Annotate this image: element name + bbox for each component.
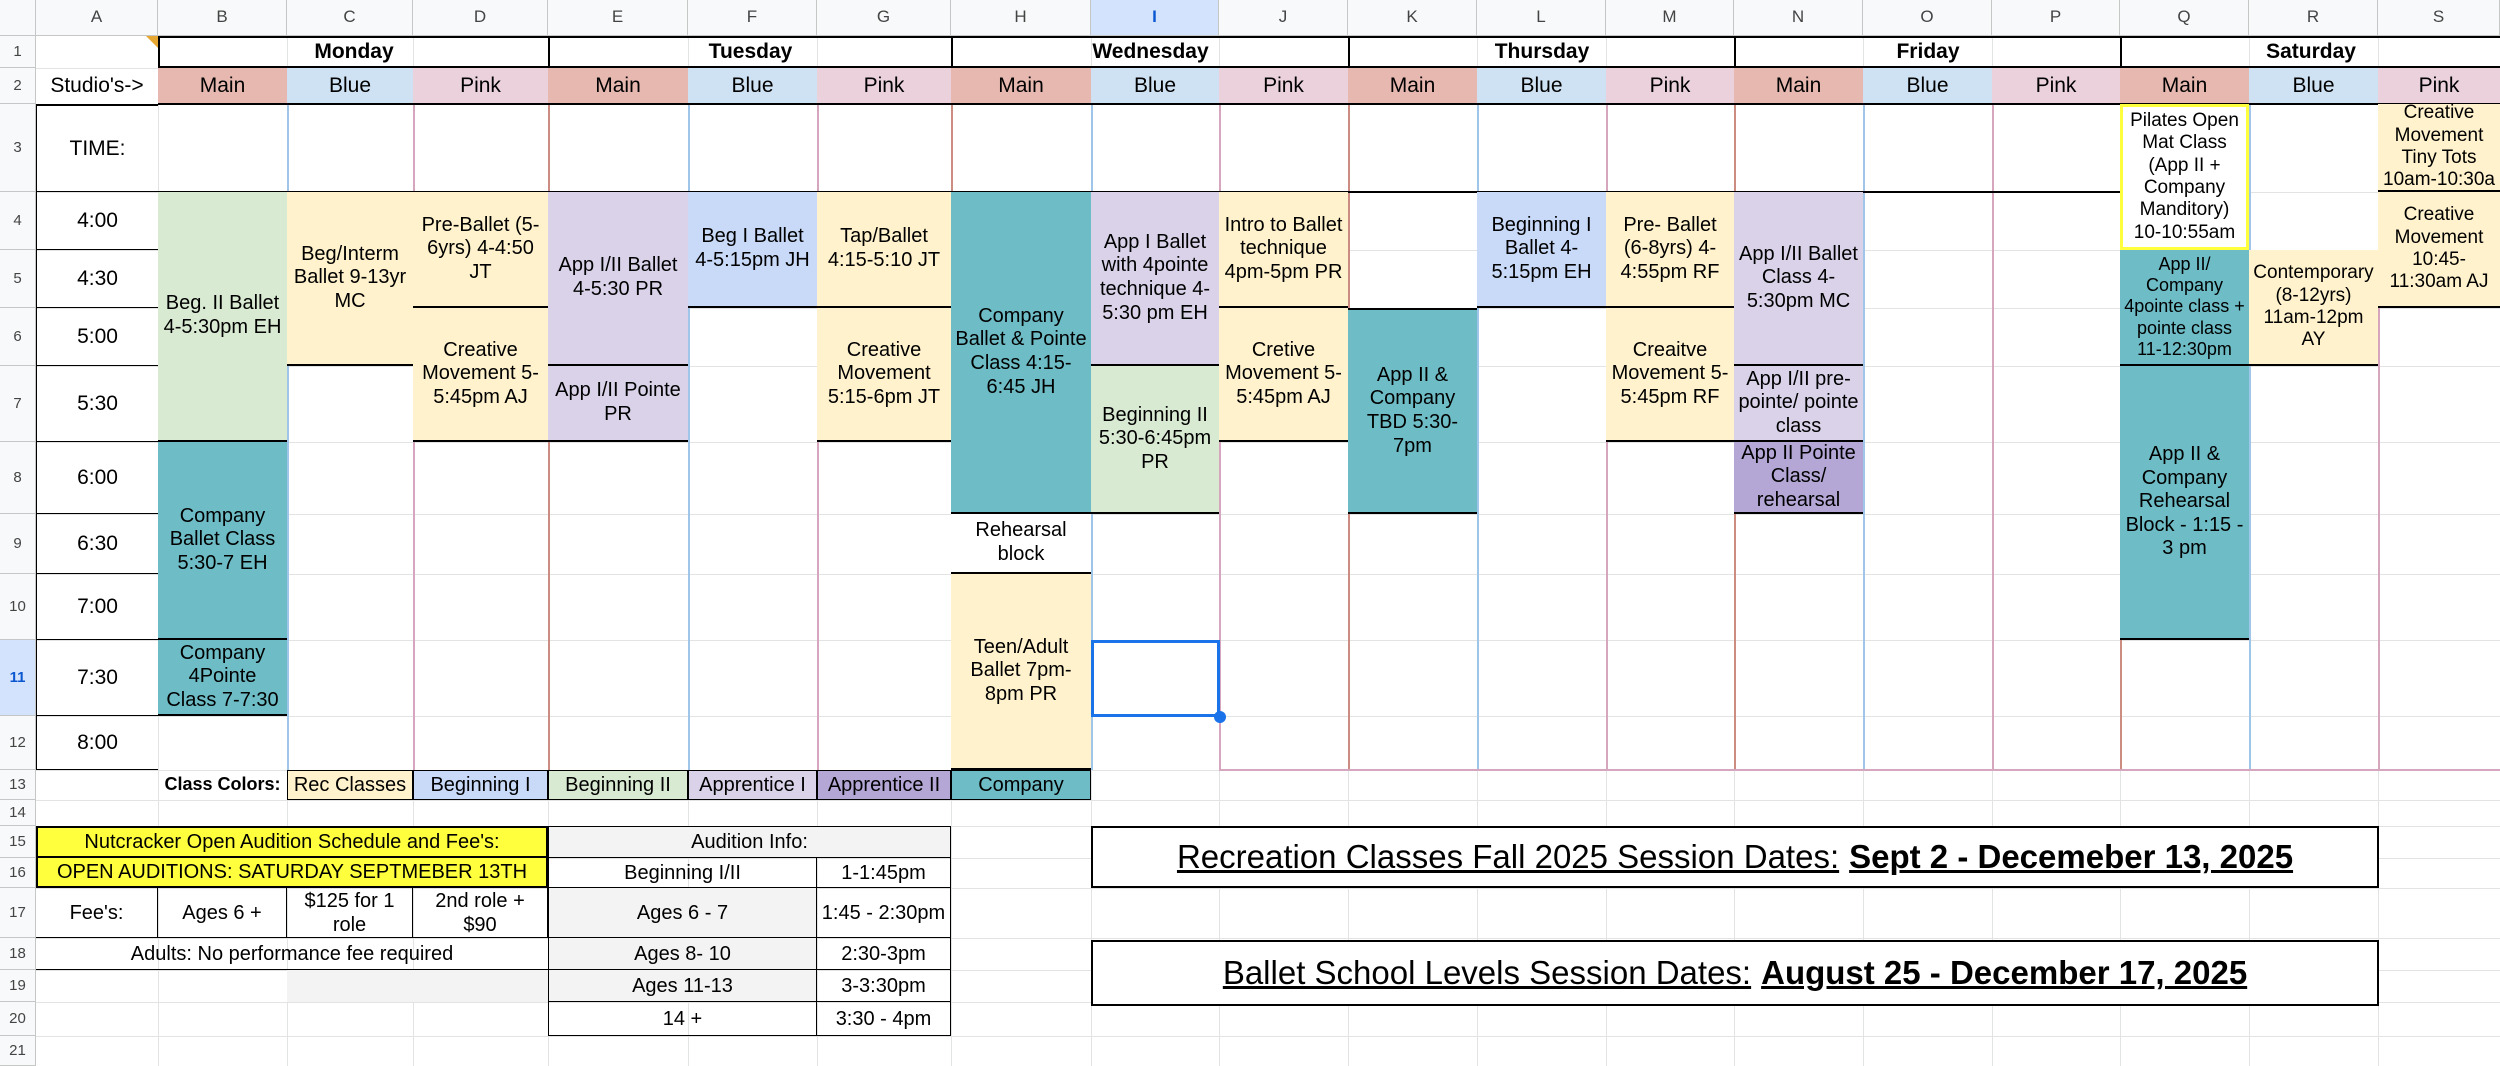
ballet-session-dates-banner[interactable] (1091, 940, 2379, 1006)
class-block[interactable]: Company 4Pointe Class 7-7:30 (158, 640, 287, 716)
legend-beginning-ii[interactable]: Beginning II (548, 770, 688, 800)
row-header-14[interactable]: 14 (0, 800, 36, 826)
row-header-1[interactable]: 1 (0, 36, 36, 68)
column-header-i[interactable]: I (1091, 0, 1219, 36)
column-header-m[interactable]: M (1606, 0, 1734, 36)
row-header-13[interactable]: 13 (0, 770, 36, 800)
pink-studio-guide (1992, 104, 1994, 770)
class-block[interactable]: App I/II Pointe PR (548, 366, 688, 442)
time-cell[interactable]: 7:30 (36, 640, 158, 716)
row-header-18[interactable]: 18 (0, 938, 36, 970)
time-cell[interactable]: 7:00 (36, 574, 158, 640)
row-header-17[interactable]: 17 (0, 888, 36, 938)
class-block[interactable]: Creative Movement 10:45-11:30am AJ (2378, 192, 2500, 308)
time-cell[interactable]: 4:00 (36, 192, 158, 250)
column-header-d[interactable]: D (413, 0, 548, 36)
audition-time[interactable]: 2:30-3pm (817, 938, 951, 970)
column-header-q[interactable]: Q (2120, 0, 2249, 36)
day-header-saturday[interactable]: Saturday (2120, 36, 2500, 68)
grid-line (36, 800, 2500, 801)
class-block[interactable]: Beg. II Ballet 4-5:30pm EH (158, 192, 287, 442)
audition-info-title[interactable]: Audition Info: (548, 826, 951, 858)
day-header-wednesday[interactable]: Wednesday (951, 36, 1348, 68)
column-header-l[interactable]: L (1477, 0, 1606, 36)
row-header-6[interactable]: 6 (0, 308, 36, 366)
row-header-2[interactable]: 2 (0, 68, 36, 104)
day-header-thursday[interactable]: Thursday (1348, 36, 1734, 68)
class-block[interactable]: App II & Company TBD 5:30-7pm (1348, 308, 1477, 514)
column-header-e[interactable]: E (548, 0, 688, 36)
row-header-19[interactable]: 19 (0, 970, 36, 1002)
class-block[interactable]: Creative Movement 5:15-6pm JT (817, 308, 951, 442)
class-block[interactable]: Creaitve Movement 5-5:45pm RF (1606, 308, 1734, 442)
time-cell[interactable]: 5:30 (36, 366, 158, 442)
studio-pink-mon[interactable]: Pink (413, 68, 548, 104)
audition-group[interactable]: 14 + (548, 1002, 817, 1036)
column-header-a[interactable]: A (36, 0, 158, 36)
rec-session-dates-banner[interactable] (1091, 826, 2379, 888)
blue-studio-guide (2249, 104, 2251, 770)
column-header-f[interactable]: F (688, 0, 817, 36)
audition-time[interactable]: 3:30 - 4pm (817, 1002, 951, 1036)
time-cell[interactable]: 5:00 (36, 308, 158, 366)
comment-indicator[interactable] (146, 36, 158, 48)
column-header-o[interactable]: O (1863, 0, 1992, 36)
fee-second-role[interactable]: 2nd role + $90 (413, 888, 548, 938)
studio-blue-tue[interactable]: Blue (688, 68, 817, 104)
class-block[interactable]: Tap/Ballet 4:15-5:10 JT (817, 192, 951, 308)
studio-main-mon[interactable]: Main (158, 68, 287, 104)
column-header-c[interactable]: C (287, 0, 413, 36)
gray-empty-cell[interactable] (287, 970, 548, 1002)
studio-blue-mon[interactable]: Blue (287, 68, 413, 104)
class-block[interactable]: Contemporary (8-12yrs) 11am-12pm AY (2249, 250, 2378, 366)
studio-pink-sat[interactable]: Pink (2378, 68, 2500, 104)
time-cell[interactable]: 4:30 (36, 250, 158, 308)
audition-time[interactable]: 1:45 - 2:30pm (817, 888, 951, 938)
fees-ages[interactable]: Ages 6 + (158, 888, 287, 938)
class-block[interactable]: App I Ballet with 4pointe technique 4-5:30 pm EH (1091, 192, 1219, 366)
adults-fee-note[interactable]: Adults: No performance fee required (36, 938, 548, 970)
day-header-tuesday[interactable]: Tuesday (548, 36, 951, 68)
column-header-g[interactable]: G (817, 0, 951, 36)
class-block[interactable]: Intro to Ballet technique 4pm-5pm PR (1219, 192, 1348, 308)
class-block[interactable]: Company Ballet Class 5:30-7 EH (158, 442, 287, 640)
studio-blue-sat[interactable]: Blue (2249, 68, 2378, 104)
audition-time[interactable]: 1-1:45pm (817, 858, 951, 888)
schedule-bottom-border (1219, 769, 2500, 771)
class-block[interactable]: App II Pointe Class/ rehearsal (1734, 442, 1863, 514)
class-block[interactable]: Beginning I Ballet 4-5:15pm EH (1477, 192, 1606, 308)
row-header-7[interactable]: 7 (0, 366, 36, 442)
class-block[interactable]: Creative Movement Tiny Tots 10am-10:30a (2378, 104, 2500, 192)
class-block[interactable]: App I/II Ballet 4-5:30 PR (548, 192, 688, 366)
row-header-4[interactable]: 4 (0, 192, 36, 250)
studio-label[interactable]: Studio's-> (50, 74, 144, 98)
class-block[interactable]: Creative Movement 5-5:45pm AJ (413, 308, 548, 442)
audition-group[interactable]: Beginning I/II (548, 858, 817, 888)
class-block[interactable]: Pilates Open Mat Class (App II + Company Manditory) 10-10:55am (2120, 104, 2249, 250)
studio-main-tue[interactable]: Main (548, 68, 688, 104)
class-block[interactable]: Pre- Ballet (6-8yrs) 4-4:55pm RF (1606, 192, 1734, 308)
audition-group[interactable]: Ages 8- 10 (548, 938, 817, 970)
audition-group[interactable]: Ages 6 - 7 (548, 888, 817, 938)
row-header-20[interactable]: 20 (0, 1002, 36, 1036)
studio-blue-fri[interactable]: Blue (1863, 68, 1992, 104)
audition-group[interactable]: Ages 11-13 (548, 970, 817, 1002)
day-header-friday[interactable]: Friday (1734, 36, 2120, 68)
class-block[interactable]: App II/ Company 4pointe class + pointe class 11-12:30pm (2120, 250, 2249, 366)
row-header-9[interactable]: 9 (0, 514, 36, 574)
fees-label[interactable]: Fee's: (36, 888, 158, 938)
rec-session-dates: Sept 2 - Decemeber 13, 2025 (1849, 838, 2294, 875)
legend-company[interactable]: Company (951, 770, 1091, 800)
select-all-corner[interactable] (0, 0, 36, 36)
column-header-b[interactable]: B (158, 0, 287, 36)
row-header-10[interactable]: 10 (0, 574, 36, 640)
column-header-j[interactable]: J (1219, 0, 1348, 36)
class-block[interactable]: Pre-Ballet (5-6yrs) 4-4:50 JT (413, 192, 548, 308)
studio-pink-wed[interactable]: Pink (1219, 68, 1348, 104)
ballet-session-label: Ballet School Levels Session Dates: (1222, 954, 1752, 991)
grid-line (36, 1036, 2500, 1037)
selected-cell[interactable] (1091, 640, 1220, 717)
studio-main-fri[interactable]: Main (1734, 68, 1863, 104)
time-cell[interactable]: 6:30 (36, 514, 158, 574)
studio-pink-tue[interactable]: Pink (817, 68, 951, 104)
column-header-r[interactable]: R (2249, 0, 2378, 36)
class-block[interactable]: Beginning II 5:30-6:45pm PR (1091, 366, 1219, 514)
studio-main-wed[interactable]: Main (951, 68, 1091, 104)
rec-session-label: Recreation Classes Fall 2025 Session Dates: (1176, 838, 1840, 875)
grid-line (36, 716, 2500, 717)
class-block[interactable]: Beg I Ballet 4-5:15pm JH (688, 192, 817, 308)
time-cell[interactable]: 8:00 (36, 716, 158, 770)
row-header-3[interactable]: 3 (0, 104, 36, 192)
ballet-session-dates: August 25 - December 17, 2025 (1761, 954, 2248, 991)
legend-apprentice-ii[interactable]: Apprentice II (817, 770, 951, 800)
nutcracker-title[interactable]: Nutcracker Open Audition Schedule and Fee's: (36, 826, 548, 858)
class-block[interactable]: App II & Company Rehearsal Block - 1:15 - 3 pm (2120, 366, 2249, 640)
row-header-21[interactable]: 21 (0, 1036, 36, 1066)
legend-beginning-i[interactable]: Beginning I (413, 770, 548, 800)
studio-main-thu[interactable]: Main (1348, 68, 1477, 104)
row-header-15[interactable]: 15 (0, 826, 36, 858)
column-header-n[interactable]: N (1734, 0, 1863, 36)
class-block[interactable]: Beg/Interm Ballet 9-13yr MC (287, 192, 413, 366)
legend-rec-classes[interactable]: Rec Classes (287, 770, 413, 800)
audition-time[interactable]: 3-3:30pm (817, 970, 951, 1002)
class-block[interactable]: Teen/Adult Ballet 7pm-8pm PR (951, 574, 1091, 770)
time-cell[interactable]: 6:00 (36, 442, 158, 514)
studio-main-sat[interactable]: Main (2120, 68, 2249, 104)
fee-one-role[interactable]: $125 for 1 role (287, 888, 413, 938)
class-block[interactable]: App I/II Ballet Class 4-5:30pm MC (1734, 192, 1863, 366)
row-header-11[interactable]: 11 (0, 640, 36, 716)
class-block[interactable]: Rehearsal block (951, 514, 1091, 574)
studio-pink-fri[interactable]: Pink (1992, 68, 2120, 104)
blue-studio-guide (1863, 104, 1865, 770)
studio-blue-wed[interactable]: Blue (1091, 68, 1219, 104)
time-label[interactable]: TIME: (36, 104, 158, 192)
row-header-12[interactable]: 12 (0, 716, 36, 770)
nutcracker-subtitle[interactable]: OPEN AUDITIONS: SATURDAY SEPTMEBER 13TH (36, 858, 548, 888)
row-header-16[interactable]: 16 (0, 858, 36, 888)
row-header-8[interactable]: 8 (0, 442, 36, 514)
class-block[interactable]: Company Ballet & Pointe Class 4:15-6:45 JH (951, 192, 1091, 514)
column-header-k[interactable]: K (1348, 0, 1477, 36)
row-header-5[interactable]: 5 (0, 250, 36, 308)
fill-handle[interactable] (1214, 711, 1226, 723)
day-header-monday[interactable]: Monday (158, 36, 548, 68)
column-header-p[interactable]: P (1992, 0, 2120, 36)
grid-line (36, 640, 2500, 641)
class-block[interactable]: App I/II pre-pointe/ pointe class (1734, 366, 1863, 442)
column-header-s[interactable]: S (2378, 0, 2500, 36)
studio-pink-thu[interactable]: Pink (1606, 68, 1734, 104)
class-block[interactable]: Cretive Movement 5-5:45pm AJ (1219, 308, 1348, 442)
legend-label[interactable]: Class Colors: (164, 774, 281, 795)
studio-blue-thu[interactable]: Blue (1477, 68, 1606, 104)
legend-apprentice-i[interactable]: Apprentice I (688, 770, 817, 800)
column-header-h[interactable]: H (951, 0, 1091, 36)
